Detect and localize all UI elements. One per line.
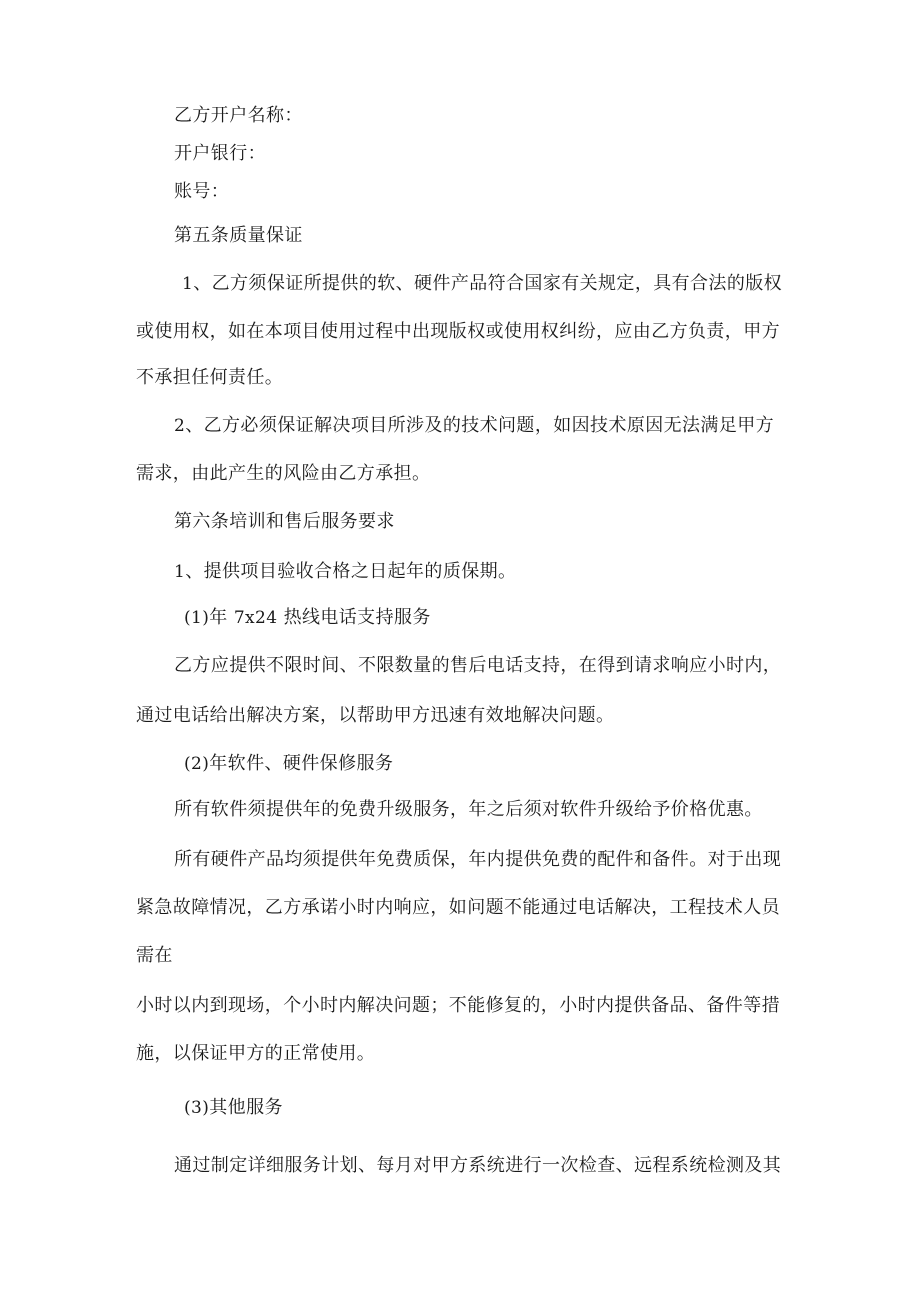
article-6-title: 第六条培训和售后服务要求 bbox=[174, 511, 395, 532]
subsection-number: (2) bbox=[184, 754, 210, 774]
payee-account-name-label: 乙方开户名称： bbox=[174, 105, 303, 126]
subsection-1-title bbox=[184, 606, 431, 630]
clause-number: 1 bbox=[182, 274, 194, 294]
subsection-text-a: 年 bbox=[209, 607, 228, 628]
subsection-1-paragraph-line-1: 乙方应提供不限时间、不限数量的售后电话支持，在得到请求响应小时内， bbox=[174, 655, 782, 676]
subsection-2-paragraph-2-line-2: 紧急故障情况，乙方承诺小时内响应，如问题不能通过电话解决，工程技术人员 bbox=[136, 897, 780, 918]
subsection-2-title bbox=[184, 752, 393, 776]
article-5-clause-1-line-2: 或使用权，如在本项目使用过程中出现版权或使用权纠纷，应由乙方负责，甲方 bbox=[136, 321, 780, 342]
article-5-clause-2-line-1 bbox=[174, 414, 774, 438]
article-6-item-1 bbox=[174, 560, 516, 584]
bank-label: 开户银行： bbox=[174, 143, 266, 164]
subsection-2-paragraph-2-line-4: 小时以内到现场，个小时内解决问题；不能修复的，小时内提供备品、备件等措 bbox=[136, 995, 780, 1016]
article-5-clause-2-line-2: 需求，由此产生的风险由乙方承担。 bbox=[136, 463, 431, 484]
subsection-2-paragraph-2-line-3: 需在 bbox=[136, 945, 173, 966]
subsection-text: 年软件、硬件保修服务 bbox=[209, 753, 394, 774]
item-number: 1 bbox=[174, 562, 186, 582]
subsection-2-paragraph-2-line-1: 所有硬件产品均须提供年免费质保，年内提供免费的配件和备件。对于出现 bbox=[174, 849, 782, 870]
clause-text: 、乙方必须保证解决项目所涉及的技术问题，如因技术原因无法满足甲方 bbox=[185, 415, 775, 436]
subsection-1-paragraph-line-2: 通过电话给出解决方案，以帮助甲方迅速有效地解决问题。 bbox=[136, 705, 615, 726]
article-5-clause-1-line-1 bbox=[182, 272, 782, 296]
article-5-title: 第五条质量保证 bbox=[174, 225, 303, 246]
subsection-text: 其他服务 bbox=[209, 1097, 283, 1118]
item-text: 、提供项目验收合格之日起年的质保期。 bbox=[185, 561, 517, 582]
subsection-2-paragraph-2-line-5: 施，以保证甲方的正常使用。 bbox=[136, 1043, 376, 1064]
article-5-clause-1-line-3: 不承担任何责任。 bbox=[136, 367, 284, 388]
subsection-3-title bbox=[184, 1096, 283, 1120]
subsection-number: (1) bbox=[184, 608, 210, 628]
clause-text: 、乙方须保证所提供的软、硬件产品符合国家有关规定，具有合法的版权 bbox=[193, 273, 783, 294]
subsection-hotline-hours: 7x24 bbox=[233, 608, 278, 628]
subsection-text-c: 热线电话支持服务 bbox=[283, 607, 431, 628]
clause-number: 2 bbox=[174, 416, 186, 436]
subsection-number: (3) bbox=[184, 1098, 210, 1118]
account-number-label: 账号： bbox=[174, 181, 230, 202]
subsection-2-paragraph-1: 所有软件须提供年的免费升级服务，年之后须对软件升级给予价格优惠。 bbox=[174, 799, 763, 820]
subsection-3-paragraph-line-1: 通过制定详细服务计划、每月对甲方系统进行一次检查、远程系统检测及其 bbox=[174, 1155, 782, 1176]
